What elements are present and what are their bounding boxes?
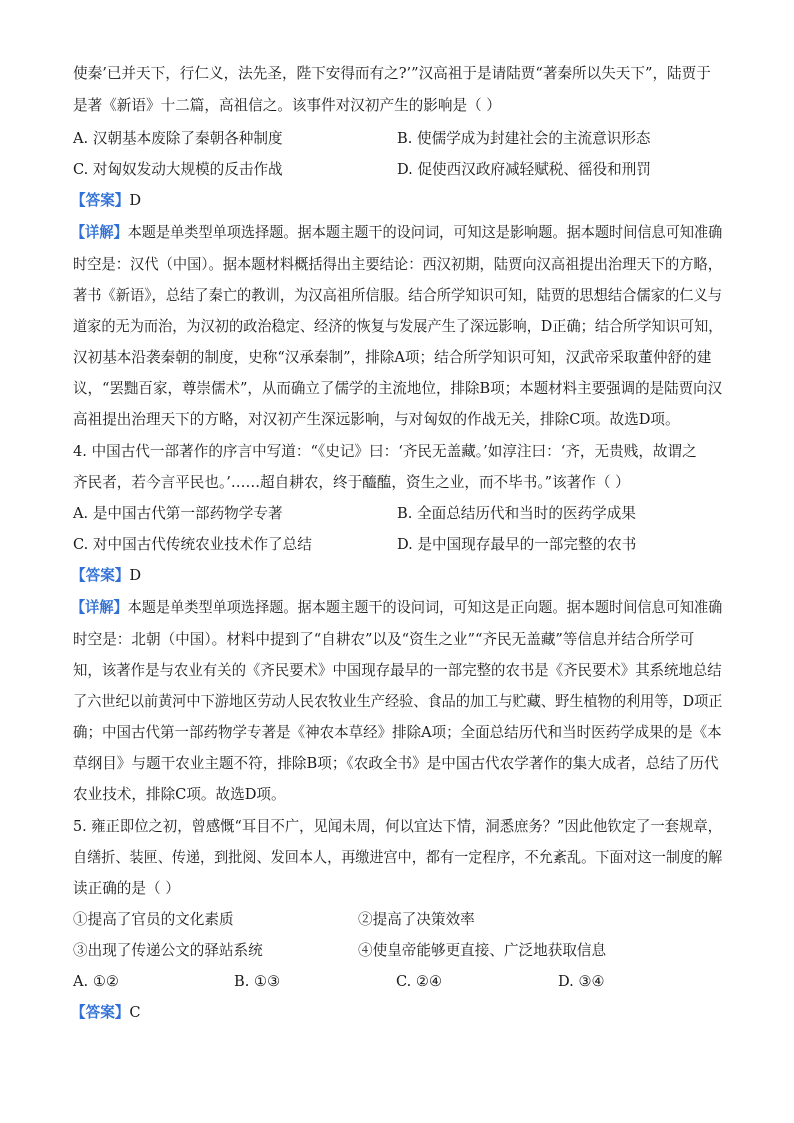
q5-option-c: C. ②④: [396, 973, 443, 990]
answer-value: D: [129, 567, 142, 584]
answer-tag: 【答案】: [71, 1004, 130, 1021]
q5-item-4: ④使皇帝能够更直接、广泛地获取信息: [358, 942, 607, 959]
q4-option-a: A. 是中国古代第一部药物学专著: [73, 505, 283, 522]
q3-stem-line-1: 使秦’已并天下，行仁义，法先圣，陛下安得而有之?’”汉高祖于是请陆贾“著秦所以失天下”，陆贾于: [73, 65, 711, 82]
q3-detail-line-7: 高祖提出治理天下的方略，对汉初产生深远影响，与对匈奴的作战无关，排除C项。故选D项。: [73, 411, 680, 428]
q5-item-3: ③出现了传递公文的驿站系统: [73, 942, 263, 959]
q3-detail-line-4: 道家的无为而治，为汉初的政治稳定、经济的恢复与发展产生了深远影响，D正确；结合所学知识可知，: [73, 318, 723, 335]
q3-detail-line-6: 议，“罢黜百家，尊崇儒术”，从而确立了儒学的主流地位，排除B项；本题材料主要强调的是陆贾向汉: [73, 380, 723, 397]
q4-detail-line-5: 确；中国古代第一部药物学专著是《神农本草经》排除A项；全面总结历代和当时医药学成果的是《本: [73, 724, 722, 741]
q4-stem-line-1: 4. 中国古代一部著作的序言中写道：“《史记》曰：‘齐民无盖藏。’如淳注曰：‘齐，无贵贱，故谓之: [73, 443, 697, 460]
q5-answer: [71, 1003, 141, 1023]
q5-stem-line-1: 5. 雍正即位之初，曾感慨“耳目不广，见闻未周，何以宜达下情，洞悉庶务？”因此他钦定了一套规章，: [73, 818, 723, 835]
q5-option-d: D. ③④: [558, 973, 605, 990]
q4-answer: [71, 566, 141, 586]
detail-tag: 【详解】: [71, 224, 128, 241]
answer-tag: 【答案】: [71, 567, 130, 584]
q4-detail-line-6: 草纲目》与题干农业主题不符，排除B项；《农政全书》是中国古代农学著作的集大成者，总结了历代: [73, 755, 719, 772]
q5-option-a: A. ①②: [73, 973, 119, 990]
q3-answer: [71, 191, 141, 211]
q5-stem-line-2: 自缮折、装匣、传递，到批阅、发回本人，再缴进宫中，都有一定程序，不允紊乱。下面对这一制度的解: [73, 849, 723, 866]
q3-option-a: A. 汉朝基本废除了秦朝各种制度: [73, 130, 283, 147]
q3-detail-line-2: 时空是：汉代（中国）。据本题材料概括得出主要结论：西汉初期，陆贾向汉高祖提出治理天下的方略，: [73, 256, 723, 273]
answer-tag: 【答案】: [71, 192, 130, 209]
q4-detail-line-4: 了六世纪以前黄河中下游地区劳动人民农牧业生产经验、食品的加工与贮藏、野生植物的利用等，D项正: [73, 693, 723, 710]
q3-option-b: B. 使儒学成为封建社会的主流意识形态: [397, 130, 651, 147]
q3-option-c: C. 对匈奴发动大规模的反击作战: [73, 161, 283, 178]
q3-option-d: D. 促使西汉政府减轻赋税、徭役和刑罚: [397, 161, 651, 178]
q4-stem-line-2: 齐民者，若今言平民也。’……超自耕农，终于醯醢，资生之业，而不毕书。”该著作（ ）: [73, 474, 630, 491]
q5-item-2: ②提高了决策效率: [358, 911, 475, 928]
answer-value: D: [129, 192, 142, 209]
q4-detail-line-7: 农业技术，排除C项。故选D项。: [73, 786, 286, 803]
q4-detail-line-3: 知，该著作是与农业有关的《齐民要术》中国现存最早的一部完整的农书是《齐民要术》其系统地总结: [73, 662, 722, 679]
q3-detail-line-1: 【详解】本题是单类型单项选择题。据本题主题干的设问词，可知这是影响题。据本题时间信息可知准确: [71, 224, 723, 241]
q3-stem-line-2: 是著《新语》十二篇，高祖信之。该事件对汉初产生的影响是（ ）: [73, 97, 501, 114]
q4-detail-line-2: 时空是：北朝（中国）。材料中提到了“自耕农”以及“资生之业”“齐民无盖藏”等信息并结合所学可: [73, 631, 695, 648]
q4-option-c: C. 对中国古代传统农业技术作了总结: [73, 536, 312, 553]
q3-detail-line-3: 著书《新语》，总结了秦亡的教训，为汉高祖所信服。结合所学知识可知，陆贾的思想结合儒家的仁义与: [73, 287, 723, 304]
q4-option-b: B. 全面总结历代和当时的医药学成果: [397, 505, 636, 522]
q4-option-d: D. 是中国现存最早的一部完整的农书: [397, 536, 637, 553]
q5-item-1: ①提高了官员的文化素质: [73, 911, 234, 928]
answer-value: C: [129, 1004, 141, 1021]
q3-detail-line-5: 汉初基本沿袭秦朝的制度，史称“汉承秦制”，排除A项；结合所学知识可知，汉武帝采取董仲舒的建: [73, 349, 712, 366]
q4-detail-line-1: 【详解】本题是单类型单项选择题。据本题主题干的设问词，可知这是正向题。据本题时间信息可知准确: [71, 599, 723, 616]
q5-stem-line-3: 读正确的是（ ）: [73, 880, 180, 897]
detail-tag: 【详解】: [71, 599, 128, 616]
q5-option-b: B. ①③: [234, 973, 281, 990]
